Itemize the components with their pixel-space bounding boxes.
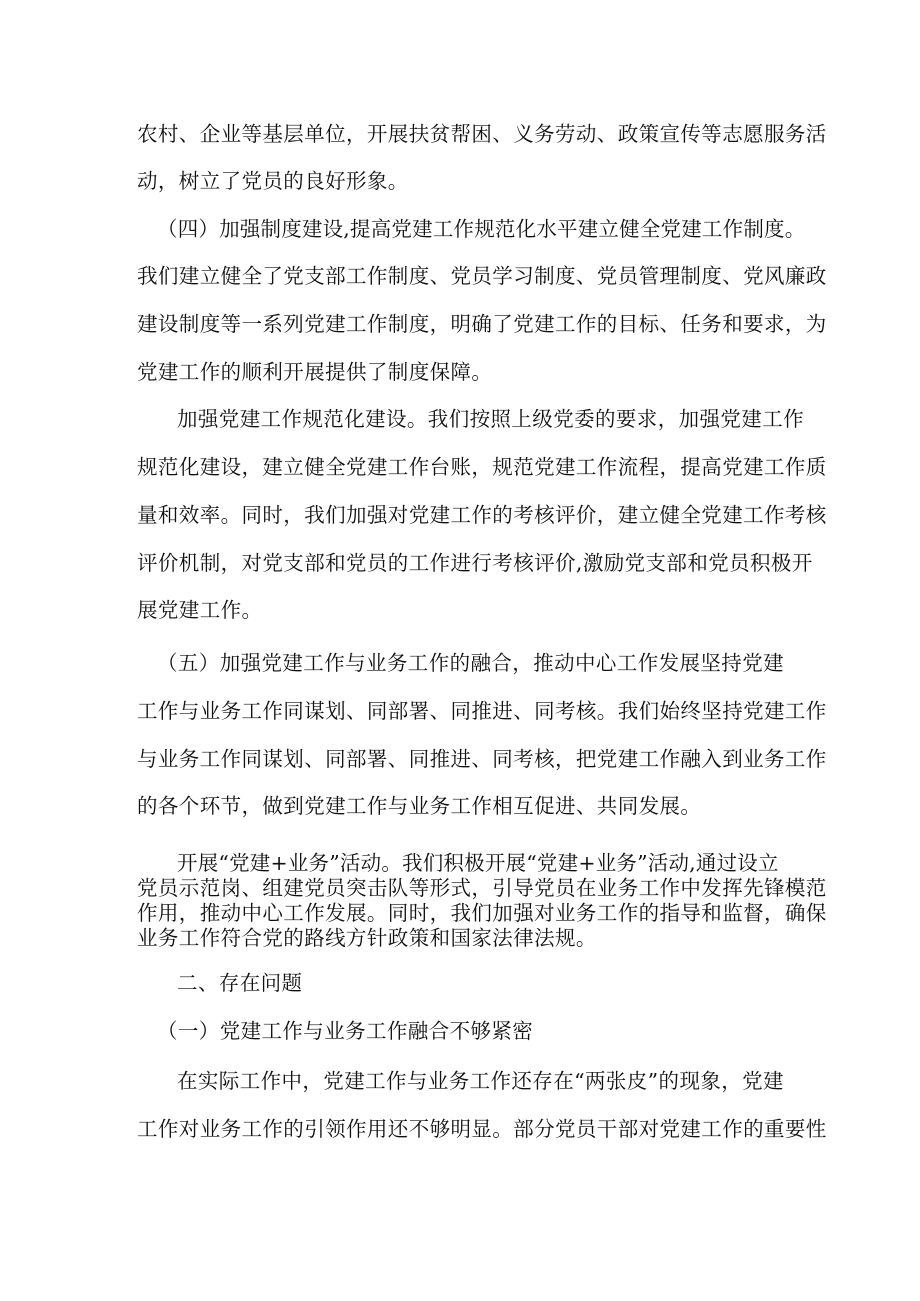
section-heading-problems: 二、存在问题	[177, 971, 303, 995]
paragraph-4-line-1: （五）加强党建工作与业务工作的融合，推动中心工作发展坚持党建	[157, 651, 784, 675]
paragraph-1-line-1: 农村、企业等基层单位，开展扶贫帮困、义务劳动、政策宣传等志愿服务活	[137, 122, 827, 146]
paragraph-5-line-2: 党员示范岗、组建党员突击队等形式，引导党员在业务工作中发挥先锋模范	[137, 876, 827, 900]
paragraph-2-line-3: 建设制度等一系列党建工作制度，明确了党建工作的目标、任务和要求，为	[137, 312, 827, 336]
paragraph-1-line-2: 动，树立了党员的良好形象。	[137, 169, 409, 193]
paragraph-4-line-3: 与业务工作同谋划、同部署、同推进、同考核，把党建工作融入到业务工作	[137, 747, 827, 771]
paragraph-4-line-2: 工作与业务工作同谋划、同部署、同推进、同考核。我们始终坚持党建工作	[137, 699, 827, 723]
paragraph-3-line-4: 评价机制，对党支部和党员的工作进行考核评价,激励党支部和党员积极开	[137, 551, 813, 575]
paragraph-6-line-2: 工作对业务工作的引领作用还不够明显。部分党员干部对党建工作的重要性	[137, 1117, 827, 1141]
paragraph-3-line-3: 量和效率。同时，我们加强对党建工作的考核评价，建立健全党建工作考核	[137, 503, 827, 527]
paragraph-4-line-4: 的各个环节，做到党建工作与业务工作相互促进、共同发展。	[137, 794, 702, 818]
paragraph-3-line-5: 展党建工作。	[137, 598, 263, 622]
paragraph-5-line-4: 业务工作符合党的路线方针政策和国家法律法规。	[137, 926, 597, 950]
paragraph-3-line-2: 规范化建设，建立健全党建工作台账，规范党建工作流程，提高党建工作质	[137, 455, 827, 479]
paragraph-5-line-3: 作用，推动中心工作发展。同时，我们加强对业务工作的指导和监督，确保	[137, 901, 827, 925]
paragraph-2-line-1: （四）加强制度建设,提高党建工作规范化水平建立健全党建工作制度。	[157, 217, 806, 241]
subsection-heading-integration: （一）党建工作与业务工作融合不够紧密	[157, 1019, 534, 1043]
paragraph-3-line-1: 加强党建工作规范化建设。我们按照上级党委的要求，加强党建工作	[177, 407, 804, 431]
paragraph-5-line-1: 开展“党建+业务”活动。我们积极开展“党建+业务”活动,通过设立	[177, 851, 779, 875]
paragraph-6-line-1: 在实际工作中，党建工作与业务工作还存在“两张皮”的现象，党建	[177, 1069, 784, 1093]
paragraph-2-line-4: 党建工作的顺利开展提供了制度保障。	[137, 360, 493, 384]
paragraph-2-line-2: 我们建立健全了党支部工作制度、党员学习制度、党员管理制度、党风廉政	[137, 264, 827, 288]
